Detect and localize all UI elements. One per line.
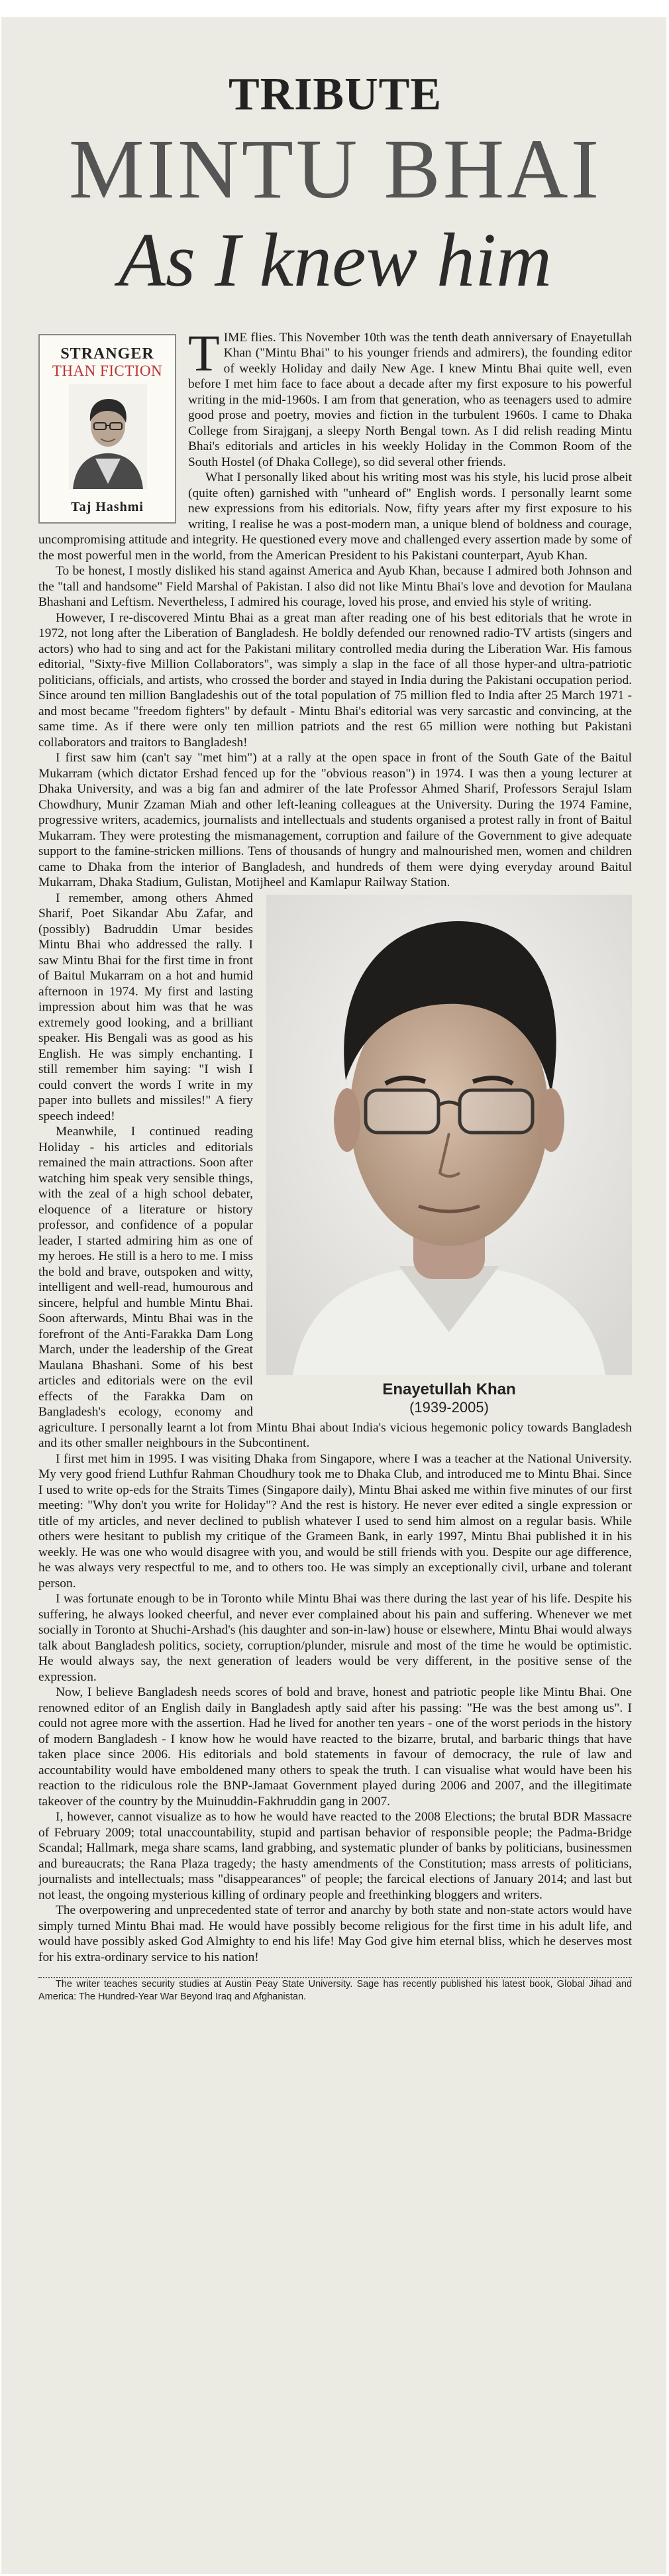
newspaper-clipping — [1, 17, 666, 2574]
author-footnote: The writer teaches security studies at Austin Peay State University. Sage has recently published his latest book, Global Jihad and America: The Hundred-Year War Beyond Iraq and Afghanistan. — [38, 1979, 632, 2003]
article-paragraph: I first met him in 1995. I was visiting Dhaka from Singapore, where I was a teacher at the National University. My very good friend Luthfur Rahman Choudhury took me to Dhaka Club, and introduced me to Mintu Bhai. Since I used to write op-eds for the Straits Times (Singapore daily), Mintu Bhai asked me within five minutes of our first meeting: "Why don't you write for Holiday"? And the rest is history. He never ever edited a single expression or title of my articles, and never declined to publish whatever I used to send him almost on a regular basis. While others were hesitant to publish my critique of the Grameen Bank, in early 1997, Mintu Bhai published it in his weekly. He was one who would disagree with you, and would be still friends with you. Despite our age difference, he was always very respectful to me, and to others too. He was simply an exceptionally civil, urbane and tolerant person. — [38, 1451, 632, 1591]
portrait-photo — [266, 895, 632, 1375]
article-paragraph: What I personally liked about his writing most was his style, his lucid prose albeit (quite often) garnished with "unheard of" English words. I personally learnt some new expressions from his editorials. Now, fifty years after my first exposure to his writing, I realise he was a post-modern man, a unique blend of boldness and courage, uncompromising attitude and integrity. He questioned every move and challenged every assertion made by some of the most powerful men in the world, from the American President to his Pakistani counterpart, Ayub Khan. — [38, 471, 632, 563]
article-paragraph: Now, I believe Bangladesh needs scores of bold and brave, honest and patriotic people like Mintu Bhai. One renowned editor of an English daily in Bangladesh aptly said after his passing: "He was the best among us". I could not agree more with the assertion. Had he lived for another ten years - one of the worst periods in the history of modern Bangladesh - I know how he would have reacted to the bizarre, brutal, and barbaric things that have taken place since 2006. His editorials and bold statements in favour of democracy, the rule of law and accountability would have emboldened many others to speak the truth. I can visualise what would have been his reaction to the ridiculous role the BNP-Jamaat Government played during 2006 and 2007, and the illegitimate takeover of the country by the Muinuddin-Fakhruddin gang in 2007. — [38, 1685, 632, 1809]
paragraph-text: IME flies. This November 10th was the tenth death anniversary of Enayetullah Khan ("Mintu Bhai" to his younger friends and admirers), the founding editor of weekly Holiday and daily New Age. I knew Mintu Bhai quite well, even before I met him face to face about a decade after my first exposure to his powerful writing in the mid-1960s. I am from that generation, who as teenagers used to admire good prose and poetry, movies and fiction in the turbulent 1960s. I came to Dhaka College from Sirajganj, a sleepy North Bengal town. As I did relish reading Mintu Bhai's editorials and articles in his weekly Holiday in the Common Room of the South Hostel (of Dhaka College), so did several other friends. — [188, 330, 632, 469]
author-name: Taj Hashmi — [71, 500, 144, 515]
article-paragraph: I first saw him (can't say "met him") at a rally at the open space in front of the South Gate of the Baitul Mukarram (which dictator Ershad fenced up for the "obvious reason") in 1974. I was then a young lecturer at Dhaka University, and was a big fan and admirer of the late Professor Ahmed Sharif, Professors Serajul Islam Chowdhury, Munir Zzaman Miah and other left-leaning colleagues at the University. During the 1974 Famine, progressive writers, academics, journalists and intellectuals and students organised a protest rally in front of Baitul Mukarram. They were protesting the mismanagement, corruption and failure of the Government to give adequate support to the famine-stricken millions. Tens of thousands of hungry and malnourished men, women and children came to Dhaka from the interior of Bangladesh, and hundreds of them were dying everyday around Baitul Mukarram, Dhaka Stadium, Gulistan, Motijheel and Kamlapur Railway Station. — [38, 751, 632, 890]
article-body — [38, 323, 632, 2004]
article-headline: MINTU BHAI — [68, 122, 602, 216]
author-photo — [69, 384, 147, 489]
column-subtitle: THAN FICTION — [52, 362, 163, 379]
article-paragraph: The overpowering and unprecedented state of terror and anarchy by both state and non-state actors would have simply turned Mintu Bhai mad. He would have possibly become religious for the first time in his adult life, and would have possibly asked God Almighty to end his life! May God give him eternal bliss, which he deserves most for his extra-ordinary service to his nation! — [38, 1903, 632, 1964]
article-paragraph: However, I re-discovered Mintu Bhai as a great man after reading one of his best editorials that he wrote in 1972, not long after the Liberation of Bangladesh. He boldly defended our renowned radio-TV artists (singers and actors) who had to sing and act for the Pakistani military controlled media during the Liberation War. His famous editorial, "Sixty-five Million Collaborators", was simply a slap in the face of all those hyper-and ultra-patriotic politicians, officials, and artists, who crossed the border and stayed in India during the Pakistani occupation period. Since around ten million Bangladeshis out of the total population of 75 million fled to India after 25 March 1971 - and most became "freedom fighters" by default - Mintu Bhai's editorial was very sarcastic and convincing, at the same time. As if there were only ten million patriots and the rest 65 million were nothing but Pakistani collaborators and traitors to Bangladesh! — [38, 610, 632, 750]
column-name: STRANGER — [60, 345, 154, 363]
photo-caption-name: Enayetullah Khan — [382, 1380, 516, 1398]
article-paragraph: To be honest, I mostly disliked his stand against America and Ayub Khan, because I admired both Johnson and the "tall and handsome" Field Marshal of Pakistan. I also did not like Mintu Bhai's love and devotion for Maulana Bhashani and Leftism. Nevertheless, I admired his courage, loved his prose, and envied his style of writing. — [38, 564, 632, 610]
article-paragraph: I remember, among others Ahmed Sharif, Poet Sikandar Abu Zafar, and (possibly) Badruddin Umar besides Mintu Bhai who addressed the rally. I saw Mintu Bhai for the first time in front of Baitul Mukarram on a hot and humid afternoon in 1974. My first and lasting impression about him was that he was extremely good looking, and a brilliant speaker. His Bengali was as good as his English. He was simply enchanting. I still remember him saying: "I wish I could convert the words I write in my paper into bullets and missiles!" A fiery speech indeed! — [38, 891, 253, 1123]
section-kicker: TRIBUTE — [228, 69, 442, 120]
drop-cap: T — [188, 323, 220, 382]
photo-caption-years: (1939-2005) — [409, 1398, 489, 1416]
article-paragraph: I, however, cannot visualize as to how he would have reacted to the 2008 Elections; the brutal BDR Massacre of February 2009; total unaccountability, stupid and partisan behavior of responsible people; the Padma-Bridge Scandal; Hallmark, mega share scams, land grabbing, and systematic plunder of banks by politicians, businessmen and bureaucrats; the Rana Plaza tragedy; the hasty amendments of the Constitution; mass arrests of politicians, journalists and intellectuals; mass "disappearances" of people; the farcical elections of January 2014; and last but not least, the ongoing mysterious killing of ordinary people and freethinking bloggers and writers. — [38, 1810, 632, 1902]
article-subhead: As I knew him — [119, 218, 552, 304]
masthead — [38, 69, 632, 304]
article-paragraph: I was fortunate enough to be in Toronto while Mintu Bhai was there during the last year of his life. Despite his suffering, he always looked cheerful, and never ever complained about his pain and suffering. Whenever we met socially in Toronto at Shuchi-Arshad's (his daughter and son-in-law) house or elsewhere, Mintu Bhai would always talk about Bangladesh politics, society, corruption/plunder, misrule and most of the time he would be optimistic. He would always say, the next generation of leaders would be very different, in the positive sense of the expression. — [38, 1592, 632, 1684]
column-byline-box — [38, 334, 176, 524]
portrait-figure — [266, 895, 632, 1416]
article-paragraph: Meanwhile, I continued reading Holiday - his articles and editorials remained the main attractions. Soon after watching him speak very sensible things, with the zeal of a high school debater, eloquence of a literature or history professor, and confidence of a popular leader, I started admiring him as one of my heroes. He still is a hero to me. I miss the bold and brave, outspoken and witty, intelligent and well-read, humourous and sincere, helpful and humble Mintu Bhai. Soon afterwards, Mintu Bhai was in the forefront of the Anti-Farakka Dam Long March, under the leadership of the Great Maulana Bhashani. Some of his best articles and editorials were on the evil effects of the Farakka Dam on Bangladesh's ecology, economy and agriculture. I personally learnt a lot from Mintu Bhai about India's vicious hegemonic policy towards Bangladesh and its other smaller neighbours in the Subcontinent. — [38, 1125, 632, 1451]
